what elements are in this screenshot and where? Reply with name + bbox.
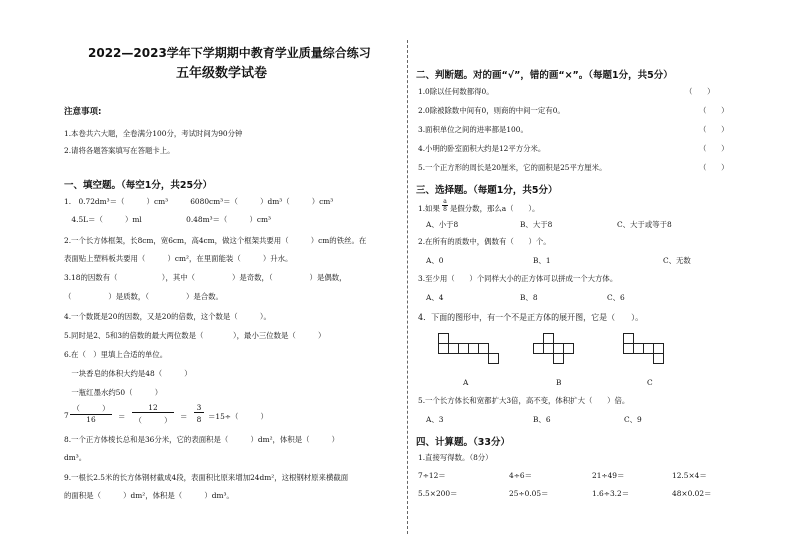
column-divider <box>407 40 408 534</box>
option-a[interactable]: A、小于8 <box>426 220 459 229</box>
question-line: dm³。 <box>64 453 87 462</box>
answer-paren[interactable]: （ ） <box>699 125 729 134</box>
question-line: 4.一个数既是20的因数，又是20的倍数，这个数是（ ）。 <box>64 312 271 321</box>
question-line: 4.5L＝（ ）ml 0.48m³＝（ ）cm³ <box>64 215 271 224</box>
section4-heading: 四、计算题。（33分） <box>416 437 510 448</box>
fraction-numerator: （ ） <box>70 403 112 415</box>
question-line: 的面积是（ ）dm²，体积是（ ）dm³。 <box>64 491 234 500</box>
option-b[interactable]: B、大于8 <box>520 220 553 229</box>
judge-item: 4.小明的卧室面积大约是12平方分米。 <box>418 144 546 153</box>
section1-heading: 一、填空题。（每空1分，共25分） <box>64 180 213 191</box>
answer-paren[interactable]: （ ） <box>685 87 715 96</box>
calc-item: 5.5×200＝ <box>418 489 458 498</box>
option-b[interactable]: B、6 <box>533 415 551 424</box>
net-label-c: C <box>647 378 653 387</box>
judge-item: 2.0除被除数中间有0，则商的中间一定有0。 <box>418 106 565 115</box>
choice-question-5: 5.一个长方体长和宽都扩大3倍，高不变，体积扩大（ ）倍。 <box>418 396 630 405</box>
calc-item: 1.6÷3.2＝ <box>592 489 630 498</box>
question-line: 9.一根长2.5米的长方体钢材截成4段，表面积比原来增加24dm²，这根钢材原来横截面 <box>64 473 349 482</box>
net-square <box>488 353 499 364</box>
net-label-b: B <box>556 378 562 387</box>
cube-net-b[interactable] <box>533 333 593 373</box>
calc-item: 48×0.02＝ <box>672 489 712 498</box>
answer-paren[interactable]: （ ） <box>699 144 729 153</box>
option-a[interactable]: A、4 <box>426 293 444 302</box>
exam-subtitle: 五年级数学试卷 <box>176 66 268 81</box>
section3-heading: 三、选择题。（每题1分，共5分） <box>416 185 558 196</box>
equals-sign: ＝ <box>118 412 126 421</box>
fraction-numerator: 12 <box>132 403 174 413</box>
question-line: 一瓶红墨水约50（ ） <box>64 388 163 397</box>
question-line: 一块香皂的体积大约是48（ ） <box>64 369 192 378</box>
judge-item: 1.0除以任何数都得0。 <box>418 87 494 96</box>
net-square <box>563 343 574 354</box>
question-line: （ ）是质数，（ ）是合数。 <box>64 292 223 301</box>
calc-item: 12.5×4＝ <box>672 471 707 480</box>
net-square <box>653 353 664 364</box>
section2-heading: 二、判断题。对的画“√”，错的画“×”。（每题1分，共5分） <box>416 70 673 81</box>
question-line: 2.一个长方体框架，长8cm，宽6cm，高4cm，做这个框架共要用（ ）cm的铁丝。在 <box>64 236 367 245</box>
q1-prefix: 1.如果 <box>418 204 440 213</box>
choice-question-2: 2.在所有的质数中，偶数有（ ）个。 <box>418 237 551 246</box>
calc-item: 7÷12＝ <box>418 471 446 480</box>
notes-item: 2.请将各题答案填写在答题卡上。 <box>64 146 175 155</box>
judge-item: 3.面积单位之间的进率都是100。 <box>418 125 528 134</box>
cube-net-c[interactable] <box>623 333 683 373</box>
judge-item: 5.一个正方形的周长是20厘米，它的面积是25平方厘米。 <box>418 163 607 172</box>
q1-suffix: 是假分数，那么a（ ）。 <box>450 204 540 213</box>
choice-question-3: 3.至少用（ ）个同样大小的正方体可以拼成一个大方体。 <box>418 274 618 283</box>
fraction-numerator: a <box>443 198 447 205</box>
option-b[interactable]: B、1 <box>533 256 551 265</box>
fraction-denominator: 8 <box>196 415 202 424</box>
option-c[interactable]: C、9 <box>624 415 642 424</box>
fraction-denominator: （ ） <box>134 416 172 425</box>
question-line: 3.18的因数有（ ），其中（ ）是奇数，（ ）是偶数， <box>64 273 347 282</box>
equals-sign: ＝ <box>180 412 188 421</box>
option-c[interactable]: C、无数 <box>663 256 691 265</box>
question-line: 1. 0.72dm³＝（ ）cm³ 6080cm³＝（ ）dm³（ ）cm³ <box>64 197 334 206</box>
fraction-numerator: 3 <box>194 403 204 413</box>
answer-paren[interactable]: （ ） <box>699 163 729 172</box>
calc-item: 21÷49＝ <box>592 471 625 480</box>
option-c[interactable]: C、6 <box>607 293 625 302</box>
question-line: 5.同时是2、5和3的倍数的最大两位数是（ ），最小三位数是（ ） <box>64 331 326 340</box>
cube-net-a[interactable] <box>438 333 508 373</box>
option-b[interactable]: B、8 <box>520 293 538 302</box>
exam-title: 2022—2023学年下学期期中教育学业质量综合练习 <box>88 46 371 60</box>
answer-paren[interactable]: （ ） <box>699 106 729 115</box>
question-line: 8.一个正方体棱长总和是36分米，它的表面积是（ ）dm²，体积是（ ） <box>64 435 340 444</box>
section4-sub: 1.直接写得数。（8分） <box>418 453 493 462</box>
question-number: 7 <box>64 411 69 420</box>
calc-item: 4÷6＝ <box>509 471 532 480</box>
option-c[interactable]: C、大于或等于8 <box>617 220 672 229</box>
option-a[interactable]: A、3 <box>426 415 444 424</box>
notes-item: 1.本卷共六大题，全卷满分100分，考试时间为90分钟 <box>64 129 243 138</box>
choice-question-4: 4．下面的图形中，有一个不是正方体的展开图，它是（ ）。 <box>418 313 644 322</box>
fraction-tail: ＝15÷（ ） <box>208 412 268 421</box>
question-line: 6.在（ ）里填上合适的单位。 <box>64 350 168 359</box>
option-a[interactable]: A、0 <box>426 256 444 265</box>
notes-heading: 注意事项: <box>64 107 102 117</box>
fraction-denominator: 16 <box>86 415 96 424</box>
calc-item: 25÷0.05＝ <box>509 489 549 498</box>
fraction-denominator: 8 <box>443 206 447 213</box>
net-label-a: A <box>463 378 469 387</box>
question-line: 表面贴上塑料板共要用（ ）cm²，在里面能装（ ）升水。 <box>64 254 293 263</box>
net-square <box>553 353 564 364</box>
